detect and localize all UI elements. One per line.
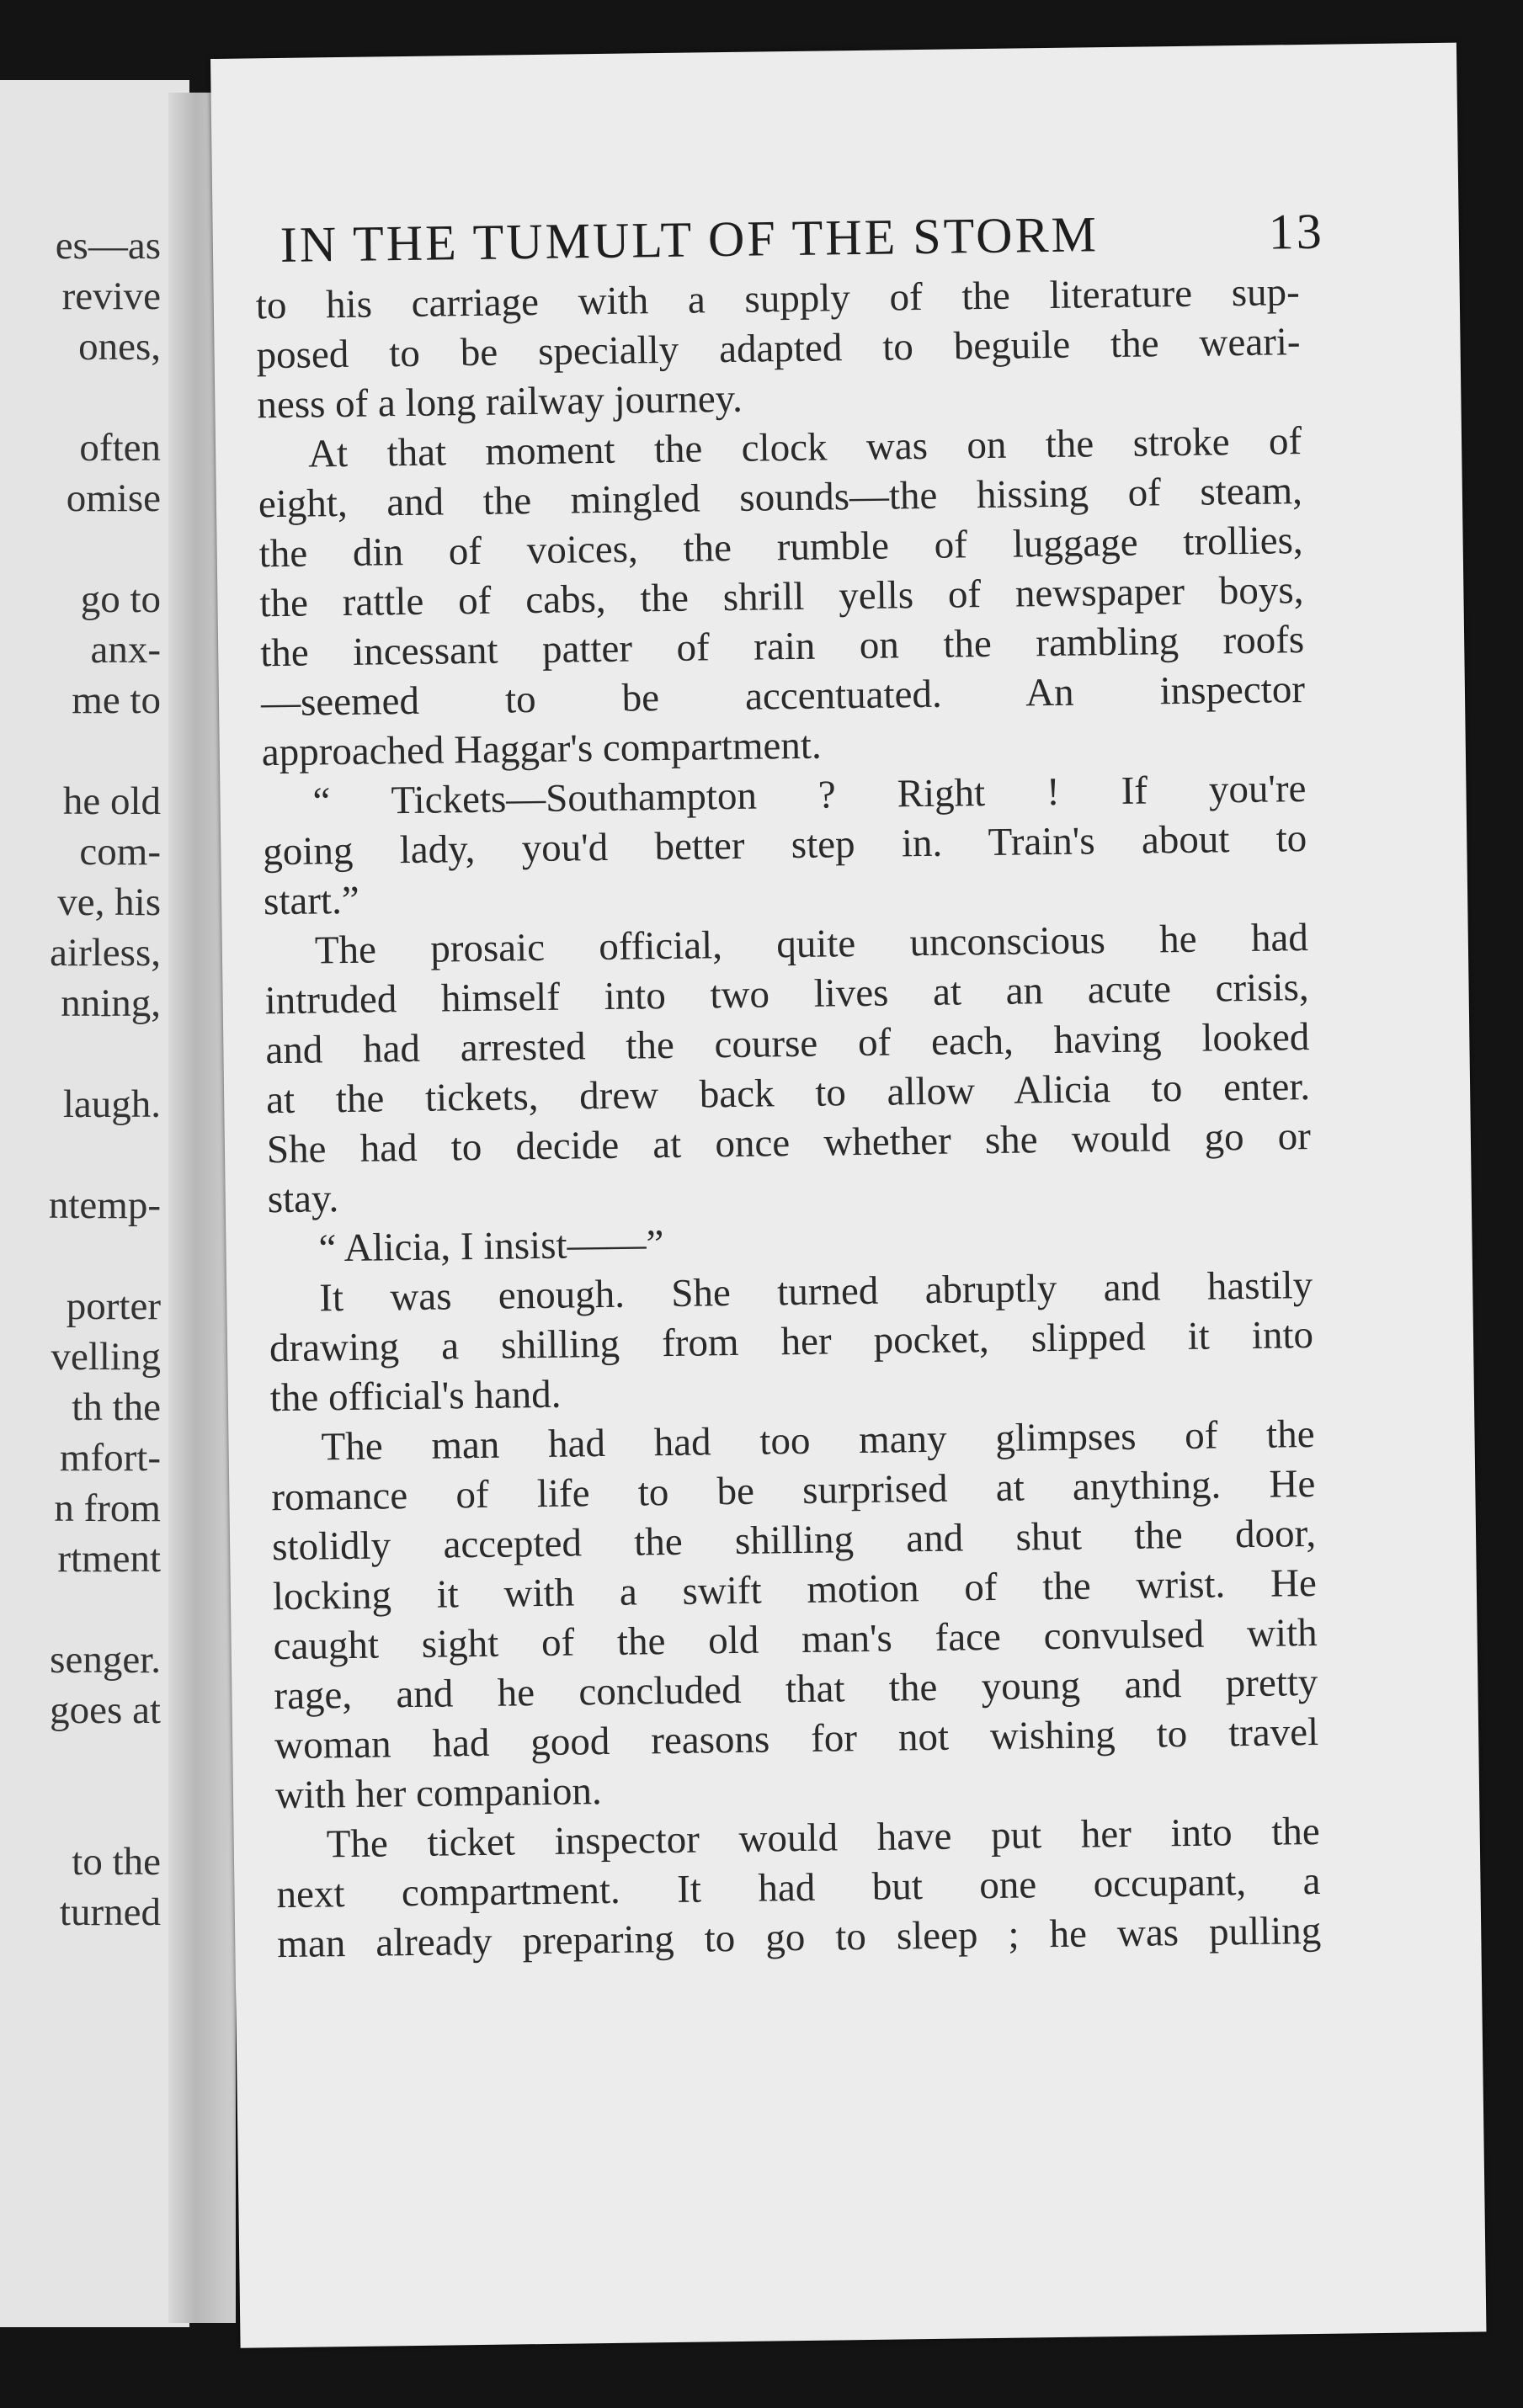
page-number: 13 bbox=[1268, 203, 1325, 260]
text-line: the official's hand. bbox=[269, 1372, 562, 1421]
left-page-line: anx- bbox=[90, 628, 161, 672]
left-page-line: ones, bbox=[78, 325, 161, 369]
text-line: The ticket inspector would have put her into the bbox=[326, 1809, 1321, 1867]
text-line: the din of voices, the rumble of luggage trollies, bbox=[258, 518, 1303, 577]
text-line: ness of a long railway journey. bbox=[257, 376, 743, 428]
left-page-line: senger. bbox=[50, 1638, 161, 1682]
left-page-line: porter bbox=[66, 1284, 161, 1328]
left-page-line: turned bbox=[59, 1890, 161, 1934]
text-line: stay. bbox=[267, 1177, 339, 1222]
text-line: She had to decide at once whether she would go or bbox=[266, 1114, 1312, 1172]
text-line: locking it with a swift motion of the wrist. He bbox=[272, 1560, 1318, 1619]
left-page-line: revive bbox=[61, 274, 161, 318]
left-page-line: th the bbox=[72, 1385, 161, 1429]
text-line: caught sight of the old man's face convulsed with bbox=[273, 1610, 1318, 1669]
left-page-line: nning, bbox=[61, 981, 161, 1025]
text-line: “ Tickets—Southampton ? Right ! If you're bbox=[312, 767, 1307, 824]
right-page bbox=[210, 43, 1486, 2348]
left-facing-page bbox=[0, 80, 189, 2327]
text-line: man already preparing to go to sleep ; he was pulling bbox=[276, 1908, 1322, 1967]
left-page-line: to the bbox=[72, 1840, 161, 1884]
text-line: approached Haggar's compartment. bbox=[261, 723, 822, 775]
text-line: stolidly accepted the shilling and shut the door, bbox=[271, 1511, 1317, 1570]
text-line: —seemed to be accentuated. An inspector bbox=[260, 667, 1306, 726]
running-head bbox=[280, 203, 1325, 273]
text-line: woman had good reasons for not wishing to travel bbox=[274, 1709, 1319, 1768]
left-page-line: com- bbox=[79, 830, 161, 874]
text-line: posed to be specially adapted to beguile the weari- bbox=[256, 320, 1301, 378]
left-page-line: ntemp- bbox=[48, 1183, 161, 1227]
text-line: with her companion. bbox=[274, 1769, 602, 1818]
text-line: next compartment. It had but one occupant, a bbox=[276, 1858, 1321, 1917]
left-page-line: often bbox=[79, 426, 161, 470]
text-line: the incessant patter of rain on the rambling roofs bbox=[259, 618, 1305, 676]
left-page-line: n from bbox=[54, 1486, 161, 1530]
left-page-line: mfort- bbox=[59, 1436, 161, 1480]
text-line: The man had had too many glimpses of the bbox=[321, 1411, 1315, 1470]
left-page-line: es—as bbox=[55, 224, 161, 268]
text-line: to his carriage with a supply of the literature sup- bbox=[255, 270, 1301, 328]
left-page-line: me to bbox=[72, 678, 161, 722]
text-line: eight, and the mingled sounds—the hissing of steam, bbox=[258, 469, 1303, 527]
left-page-line: ve, his bbox=[57, 880, 161, 924]
text-line: drawing a shilling from her pocket, slipped it into bbox=[269, 1312, 1314, 1371]
left-page-line: airless, bbox=[50, 931, 161, 975]
text-line: It was enough. She turned abruptly and hastily bbox=[318, 1262, 1313, 1321]
text-line: and had arrested the course of each, having looked bbox=[265, 1015, 1310, 1073]
text-line: start.” bbox=[263, 878, 359, 924]
text-line: rage, and he concluded that the young and pretty bbox=[274, 1660, 1318, 1719]
left-page-line: he old bbox=[62, 779, 161, 823]
left-page-line: goes at bbox=[50, 1688, 161, 1732]
left-page-line: omise bbox=[66, 476, 161, 520]
running-title: IN THE TUMULT OF THE STORM bbox=[280, 206, 1100, 273]
text-line: at the tickets, drew back to allow Alicia to enter. bbox=[265, 1065, 1311, 1123]
text-line: At that moment the clock was on the stroke of bbox=[307, 419, 1302, 476]
text-line: The prosaic official, quite unconscious he had bbox=[314, 916, 1309, 973]
left-page-line: velling bbox=[51, 1335, 161, 1379]
text-line: romance of life to be surprised at anything. He bbox=[271, 1461, 1316, 1520]
text-line: intruded himself into two lives at an acute crisis, bbox=[264, 965, 1309, 1023]
text-line: going lady, you'd better step in. Train's about to bbox=[262, 816, 1307, 874]
text-line: “ Alicia, I insist——” bbox=[318, 1222, 664, 1271]
left-page-line: rtment bbox=[57, 1537, 161, 1581]
body-text bbox=[255, 268, 1321, 1969]
left-page-line: go to bbox=[80, 577, 161, 621]
text-line: the rattle of cabs, the shrill yells of newspaper boys, bbox=[259, 568, 1304, 626]
left-page-line: laugh. bbox=[62, 1082, 161, 1126]
